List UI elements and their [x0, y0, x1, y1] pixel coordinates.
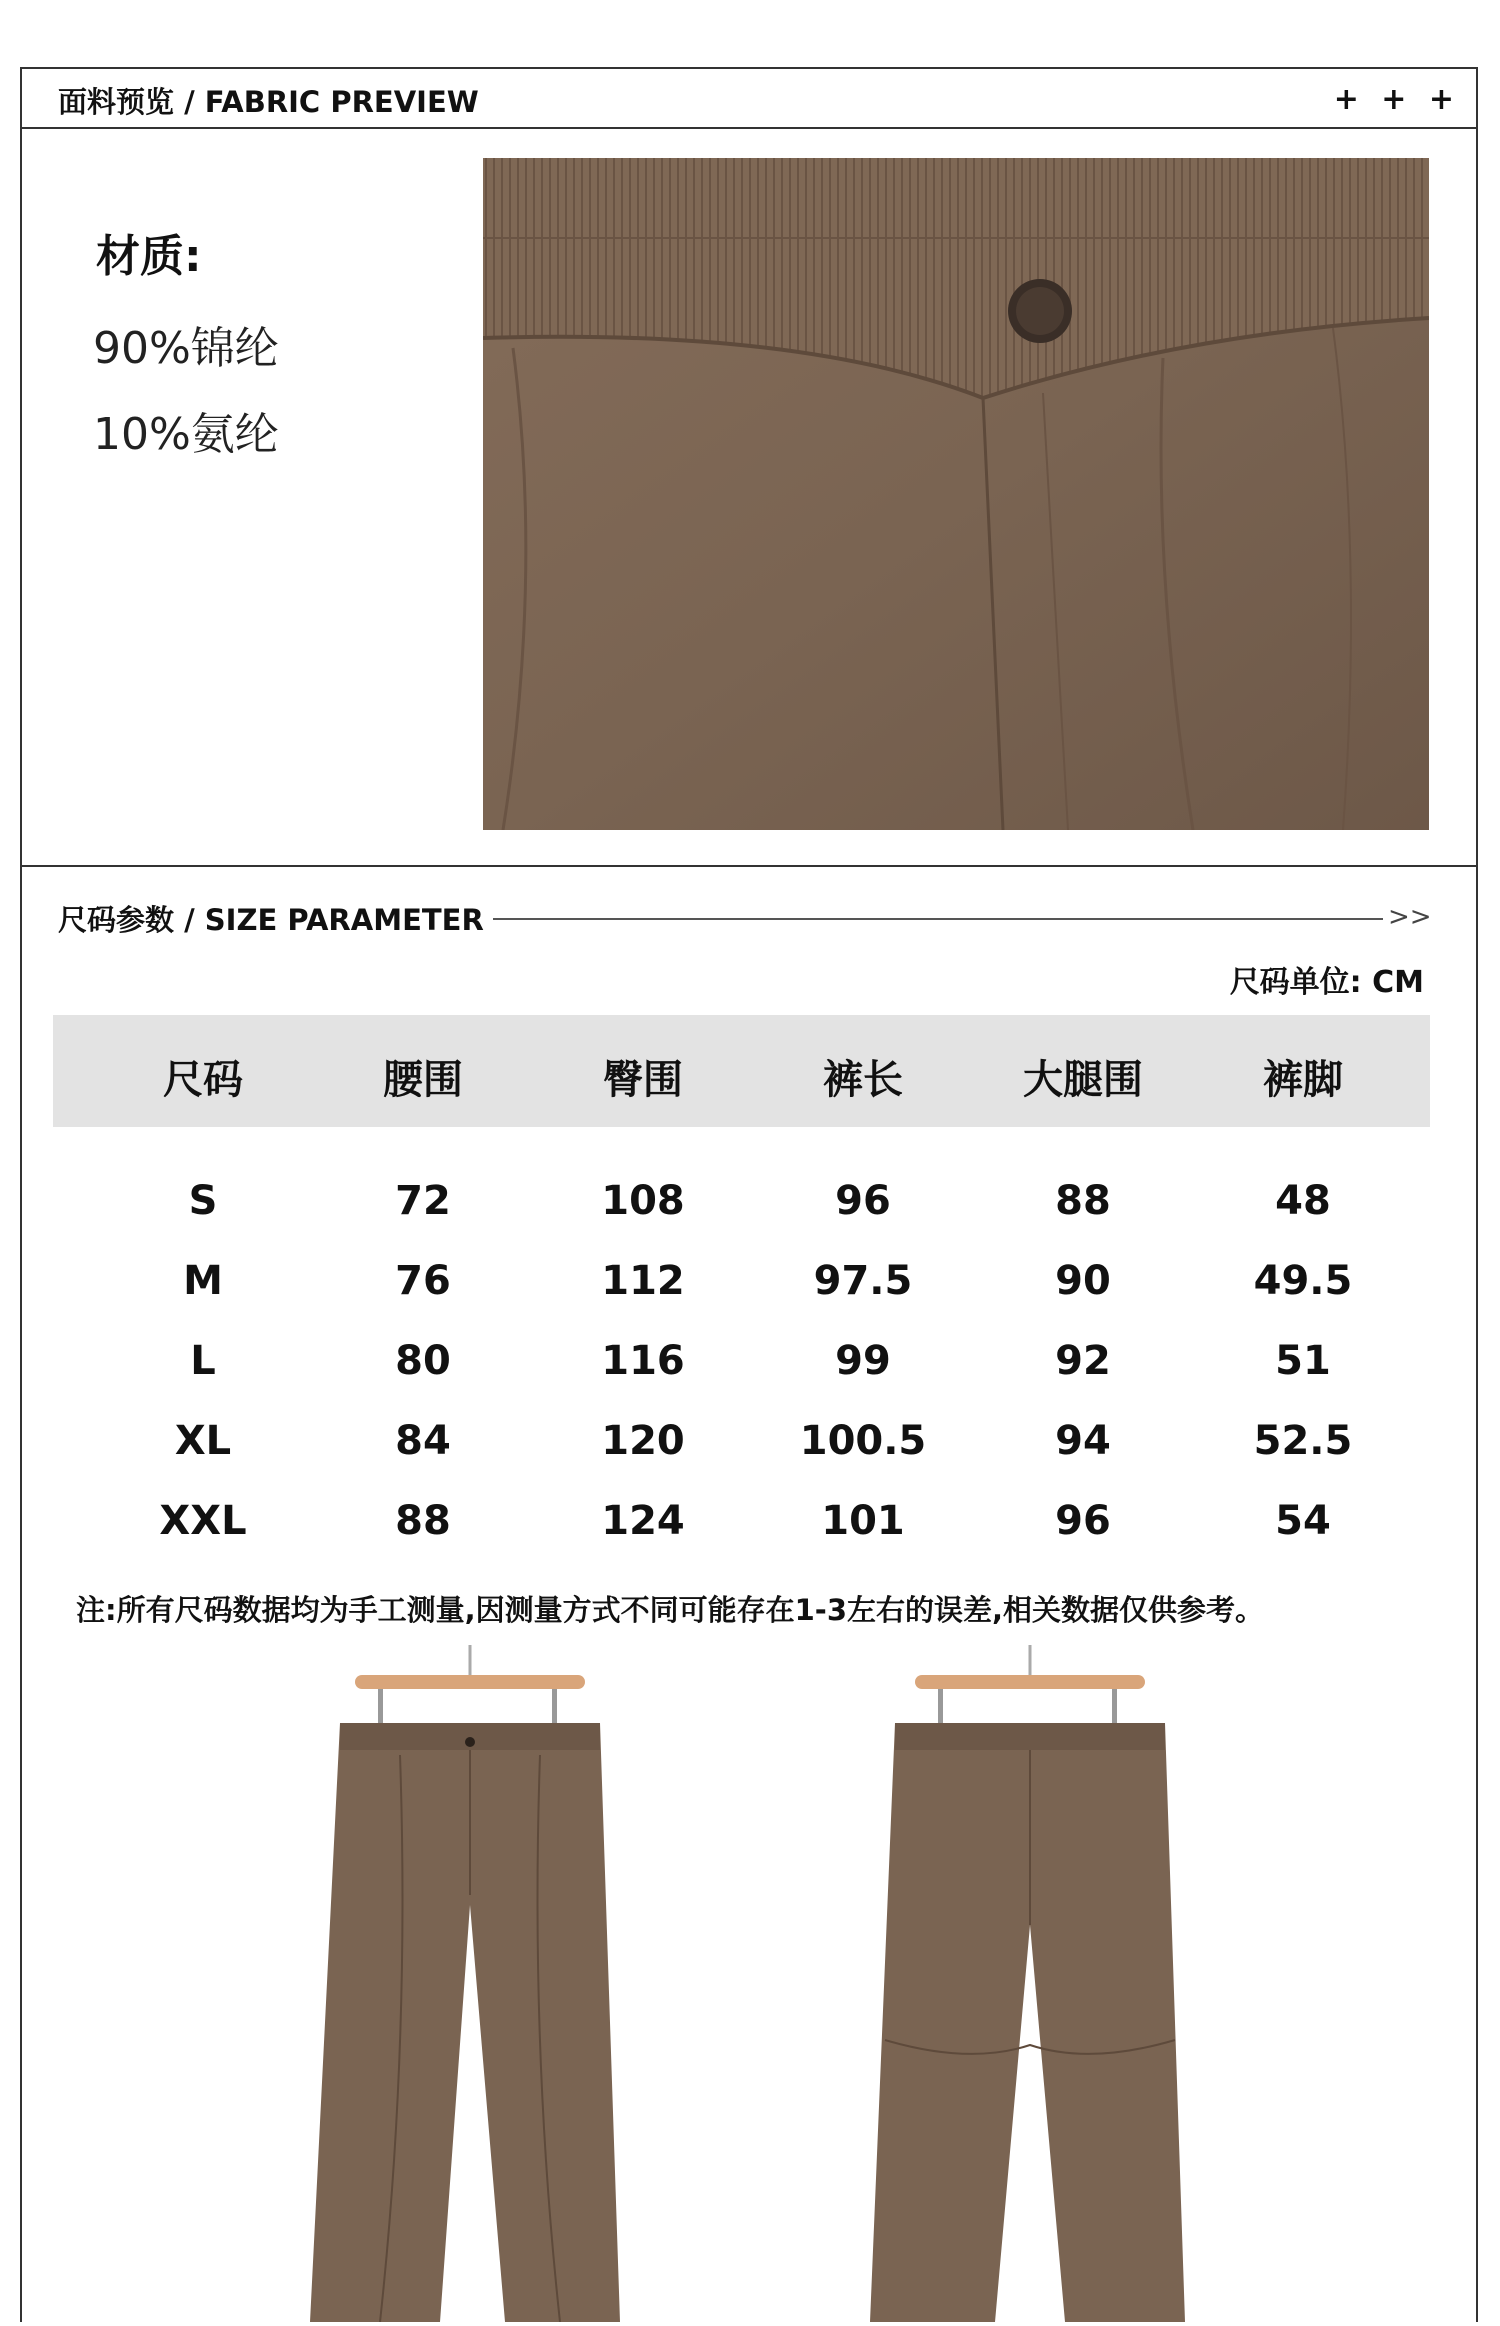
table-cell: 52.5: [1253, 1418, 1353, 1464]
table-cell: 51: [1275, 1338, 1331, 1384]
table-cell: 80: [395, 1338, 451, 1384]
table-cell: 101: [821, 1498, 905, 1544]
front-view-image: [290, 1645, 650, 2326]
divider: [20, 865, 1478, 867]
table-cell: 100.5: [799, 1418, 927, 1464]
material-line: 10%氨纶: [93, 409, 279, 460]
size-label-cell: M: [183, 1258, 223, 1304]
divider: [20, 127, 1478, 129]
fabric-closeup-image: [483, 158, 1429, 830]
table-cell: 96: [835, 1178, 891, 1224]
table-cell: 116: [601, 1338, 685, 1384]
material-label: 材质:: [96, 231, 202, 282]
fabric-section-title: 面料预览 / FABRIC PREVIEW: [58, 85, 479, 119]
size-section-title: 尺码参数 / SIZE PARAMETER: [58, 903, 484, 937]
column-header: 腰围: [383, 1057, 463, 1103]
size-label-cell: XXL: [159, 1498, 247, 1544]
table-cell: 76: [395, 1258, 451, 1304]
table-cell: 96: [1055, 1498, 1111, 1544]
back-view-image: [850, 1645, 1210, 2326]
column-header: 尺码: [163, 1057, 243, 1103]
size-label-cell: S: [188, 1178, 218, 1224]
table-cell: 94: [1055, 1418, 1111, 1464]
table-cell: 92: [1055, 1338, 1111, 1384]
table-cell: 108: [601, 1178, 685, 1224]
arrow-icon: >>: [1388, 902, 1432, 932]
table-cell: 88: [395, 1498, 451, 1544]
material-line: 90%锦纶: [93, 323, 279, 374]
table-cell: 72: [395, 1178, 451, 1224]
table-cell: 48: [1275, 1178, 1331, 1224]
column-header: 大腿围: [1023, 1057, 1143, 1103]
table-cell: 88: [1055, 1178, 1111, 1224]
table-cell: 120: [601, 1418, 685, 1464]
table-cell: 124: [601, 1498, 685, 1544]
column-header: 臀围: [603, 1057, 683, 1103]
table-cell: 112: [601, 1258, 685, 1304]
arrow-line: [493, 918, 1383, 920]
column-header: 裤长: [823, 1057, 903, 1103]
size-label-cell: XL: [174, 1418, 232, 1464]
table-cell: 84: [395, 1418, 451, 1464]
plus-decoration: + + +: [1333, 82, 1460, 117]
size-label-cell: L: [190, 1338, 216, 1384]
table-cell: 49.5: [1253, 1258, 1353, 1304]
column-header: 裤脚: [1263, 1057, 1343, 1103]
table-cell: 90: [1055, 1258, 1111, 1304]
table-cell: 54: [1275, 1498, 1331, 1544]
unit-label: 尺码单位: CM: [1229, 965, 1424, 1000]
table-cell: 99: [835, 1338, 891, 1384]
table-cell: 97.5: [813, 1258, 913, 1304]
measurement-note: 注:所有尺码数据均为手工测量,因测量方式不同可能存在1-3左右的误差,相关数据仅供参考。: [76, 1593, 1265, 1627]
